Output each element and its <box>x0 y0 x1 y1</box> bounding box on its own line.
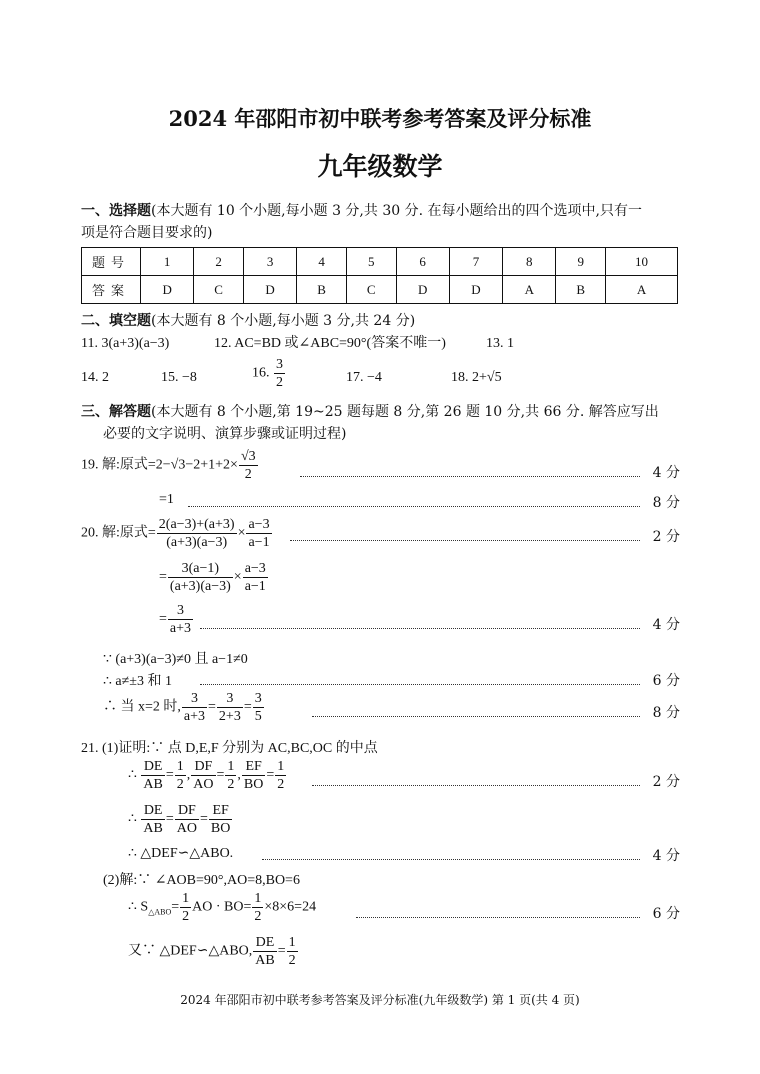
section-2-desc: (本大题有 8 个小题,每小题 3 分,共 24 分) <box>151 313 416 329</box>
frac-denominator: 2 <box>182 909 190 924</box>
leader-dots <box>200 684 640 685</box>
q21-l6-end: ×8×6=24 <box>264 899 317 915</box>
section-2-heading: 二、填空题 <box>81 313 151 329</box>
table-cell: 1 <box>141 248 194 276</box>
section-3-desc-2: 必要的文字说明、演算步骤或证明过程) <box>103 426 347 442</box>
table-cell: C <box>346 276 396 304</box>
q20-l6-f1-numerator: 3 <box>182 690 207 708</box>
table-cell: 10 <box>606 248 678 276</box>
q20-f2-denominator: a−1 <box>248 535 270 550</box>
table-cell: B <box>297 276 347 304</box>
page-footer: 2024 年邵阳市初中联考参考答案及评分标准(九年级数学) 第 1 页(共 4 页) <box>180 993 580 1007</box>
q21-line-3: ∴ $\frac{DE}{AB}$ = $\frac{DF}{AO}$ = $\frac{EF}{BO}$ <box>128 803 231 836</box>
table-cell: D <box>141 276 194 304</box>
table-header-number: 题号 <box>82 248 141 276</box>
q20-line-2: = $\frac{3(a-1)}{(a+3)(a-3)}$ × $\frac{a-3}{a-1}$ <box>159 561 266 594</box>
score: 6 分 <box>652 906 680 922</box>
q20-f1-denominator: (a+3)(a−3) <box>166 535 228 550</box>
frac-denominator: 2 <box>277 777 285 792</box>
frac-numerator: DE <box>253 934 276 952</box>
area-subscript: △ABO <box>148 907 172 917</box>
q20-f5-denominator: a+3 <box>169 621 192 636</box>
frac-denominator: AB <box>143 777 163 792</box>
answer-14: 14. 2 <box>81 370 109 385</box>
q21-l6-mid: AO · BO= <box>192 899 252 915</box>
q20-line-5: ∴ a≠±3 和 1 <box>103 674 172 689</box>
table-cell: D <box>243 276 296 304</box>
q20-f3-denominator: (a+3)(a−3) <box>169 579 231 594</box>
q20-line-3: = $\frac{3}{a+3}$ <box>159 603 192 636</box>
q20-l6-f3-denominator: 5 <box>254 709 262 724</box>
frac-numerator: DF <box>191 758 215 776</box>
q20-f1-numerator: 2(a−3)+(a+3) <box>158 517 235 532</box>
answer-11: 11. 3(a+3)(a−3) <box>81 336 170 351</box>
answer-16-numerator: 3 <box>276 357 283 372</box>
frac-denominator: 2 <box>176 777 184 792</box>
answer-table <box>81 247 678 304</box>
leader-dots <box>312 785 640 786</box>
table-cell: B <box>556 276 606 304</box>
frac-denominator: 2 <box>254 909 262 924</box>
table-cell: A <box>606 276 678 304</box>
table-cell: C <box>194 276 244 304</box>
score: 4 分 <box>652 848 680 864</box>
score: 8 分 <box>652 495 680 511</box>
section-3-heading: 三、解答题 <box>81 404 151 420</box>
q21-line-1: 21. (1)证明:∵ 点 D,E,F 分别为 AC,BC,OC 的中点 <box>81 741 378 756</box>
q19-frac-numerator: √3 <box>240 449 256 464</box>
q20-f2-numerator: a−3 <box>248 517 270 532</box>
score: 8 分 <box>652 705 680 721</box>
doc-subtitle: 九年级数学 <box>317 152 443 181</box>
answer-12: 12. AC=BD 或∠ABC=90°(答案不唯一) <box>214 336 446 351</box>
q21-line-4: ∴ △DEF∽△ABO. <box>128 846 234 861</box>
section-3-desc-1: (本大题有 8 个小题,第 19~25 题每题 8 分,第 26 题 10 分,共 66 分. 解答应写出 <box>151 404 659 420</box>
section-1-line-1 <box>81 200 642 222</box>
leader-dots <box>290 540 640 541</box>
q20-f3-numerator: 3(a−1) <box>168 560 233 578</box>
table-cell: A <box>503 276 556 304</box>
frac-numerator: DE <box>141 758 164 776</box>
q19-expr: 19. 解:原式=2−√3−2+1+2× <box>81 457 238 473</box>
frac-numerator: 1 <box>254 891 262 906</box>
answer-16 <box>252 356 286 391</box>
q20-label: 20. 解:原式= <box>81 525 156 541</box>
q20-f5-numerator: 3 <box>168 602 193 620</box>
q20-f4-denominator: a−1 <box>244 579 266 594</box>
table-cell: 4 <box>297 248 347 276</box>
area-symbol: ∴ S <box>128 899 149 915</box>
section-1-desc-2: 项是符合题目要求的) <box>81 225 213 241</box>
frac-numerator: DE <box>141 802 164 820</box>
answer-13: 13. 1 <box>486 336 514 351</box>
q19-line-1 <box>81 448 259 483</box>
q20-line-6-text: ∴ 当 x=2 时, <box>103 699 181 715</box>
section-2-line <box>81 310 415 332</box>
q20-l6-f3-numerator: 3 <box>254 691 262 706</box>
table-cell: 8 <box>503 248 556 276</box>
q20-line-4: ∵ (a+3)(a−3)≠0 且 a−1≠0 <box>103 652 248 667</box>
leader-dots <box>356 917 640 918</box>
frac-numerator: 1 <box>227 759 235 774</box>
answer-16-denominator: 2 <box>276 375 283 390</box>
table-cell: 2 <box>194 248 244 276</box>
table-cell: D <box>396 276 449 304</box>
q21-line-2: ∴ $\frac{DE}{AB}$ = $\frac{1}{2}$ , $\frac{DF}{AO}$ = $\frac{1}{2}$ , $\frac{EF}{BO}$ = $\frac{1}{2}$ <box>128 759 285 792</box>
frac-denominator: 2 <box>227 777 235 792</box>
answer-15: 15. −8 <box>161 370 197 385</box>
q20-l6-f1-denominator: a+3 <box>183 709 206 724</box>
frac-denominator: AO <box>193 777 214 792</box>
leader-dots <box>262 859 640 860</box>
answer-16-label: 16. <box>252 365 270 381</box>
frac-denominator: 2 <box>288 953 296 968</box>
doc-title: 2024 年邵阳市初中联考参考答案及评分标准 <box>168 106 592 131</box>
q21-line-5: (2)解:∵ ∠AOB=90°,AO=8,BO=6 <box>103 873 300 888</box>
section-1-desc-1: (本大题有 10 个小题,每小题 3 分,共 30 分. 在每小题给出的四个选项中,只有一 <box>151 203 642 219</box>
score: 6 分 <box>652 673 680 689</box>
score: 2 分 <box>652 774 680 790</box>
frac-numerator: 1 <box>176 759 184 774</box>
q21-line-6: ∴ $S_{\triangle ABO}=$ $\frac{1}{2}$ AO · BO= $\frac{1}{2}$ ×8×6=24 <box>128 891 317 924</box>
q20-line-6: ∴ 当 x=2 时, $\frac{3}{a+3}$ = $\frac{3}{2+3}$ = $\frac{3}{5}$ <box>103 691 262 724</box>
frac-numerator: EF <box>209 802 232 820</box>
answer-18: 18. 2+√5 <box>451 370 502 385</box>
answer-table-answer-row <box>82 276 678 304</box>
frac-denominator: BO <box>210 821 231 836</box>
frac-denominator: BO <box>243 777 264 792</box>
score: 2 分 <box>652 529 680 545</box>
table-cell: 5 <box>346 248 396 276</box>
table-cell: 9 <box>556 248 606 276</box>
answer-17: 17. −4 <box>346 370 382 385</box>
frac-denominator: AB <box>143 821 163 836</box>
section-3-line-1 <box>81 401 659 423</box>
q21-l7-text: 又∵ △DEF∽△ABO, <box>128 943 253 959</box>
frac-numerator: 1 <box>277 759 285 774</box>
table-cell: D <box>449 276 502 304</box>
q20-f4-numerator: a−3 <box>244 561 266 576</box>
q21-line-7: 又∵ △DEF∽△ABO, $\frac{DE}{AB}$ = $\frac{1}{2}$ <box>128 935 296 968</box>
frac-denominator: AB <box>255 953 275 968</box>
score: 4 分 <box>652 465 680 481</box>
q20-l6-f2-numerator: 3 <box>217 690 243 708</box>
table-cell: 7 <box>449 248 502 276</box>
q19-frac-denominator: 2 <box>244 467 252 482</box>
table-cell: 6 <box>396 248 449 276</box>
frac-numerator: 1 <box>288 935 296 950</box>
q20-line-1: 20. 解:原式= $\frac{2(a-3)+(a+3)}{(a+3)(a-3)}$ × $\frac{a-3}{a-1}$ <box>81 517 270 550</box>
frac-numerator: 1 <box>182 891 190 906</box>
q20-l6-f2-denominator: 2+3 <box>218 709 241 724</box>
leader-dots <box>188 506 640 507</box>
answer-table-number-row <box>82 248 678 276</box>
table-cell: 3 <box>243 248 296 276</box>
q19-line-2: =1 <box>159 492 174 507</box>
leader-dots <box>312 716 640 717</box>
frac-numerator: DF <box>175 802 199 820</box>
leader-dots <box>300 476 640 477</box>
table-header-answer: 答案 <box>82 276 141 304</box>
score: 4 分 <box>652 617 680 633</box>
leader-dots <box>200 628 640 629</box>
frac-numerator: EF <box>242 758 265 776</box>
section-1-heading: 一、选择题 <box>81 203 151 219</box>
frac-denominator: AO <box>176 821 198 836</box>
